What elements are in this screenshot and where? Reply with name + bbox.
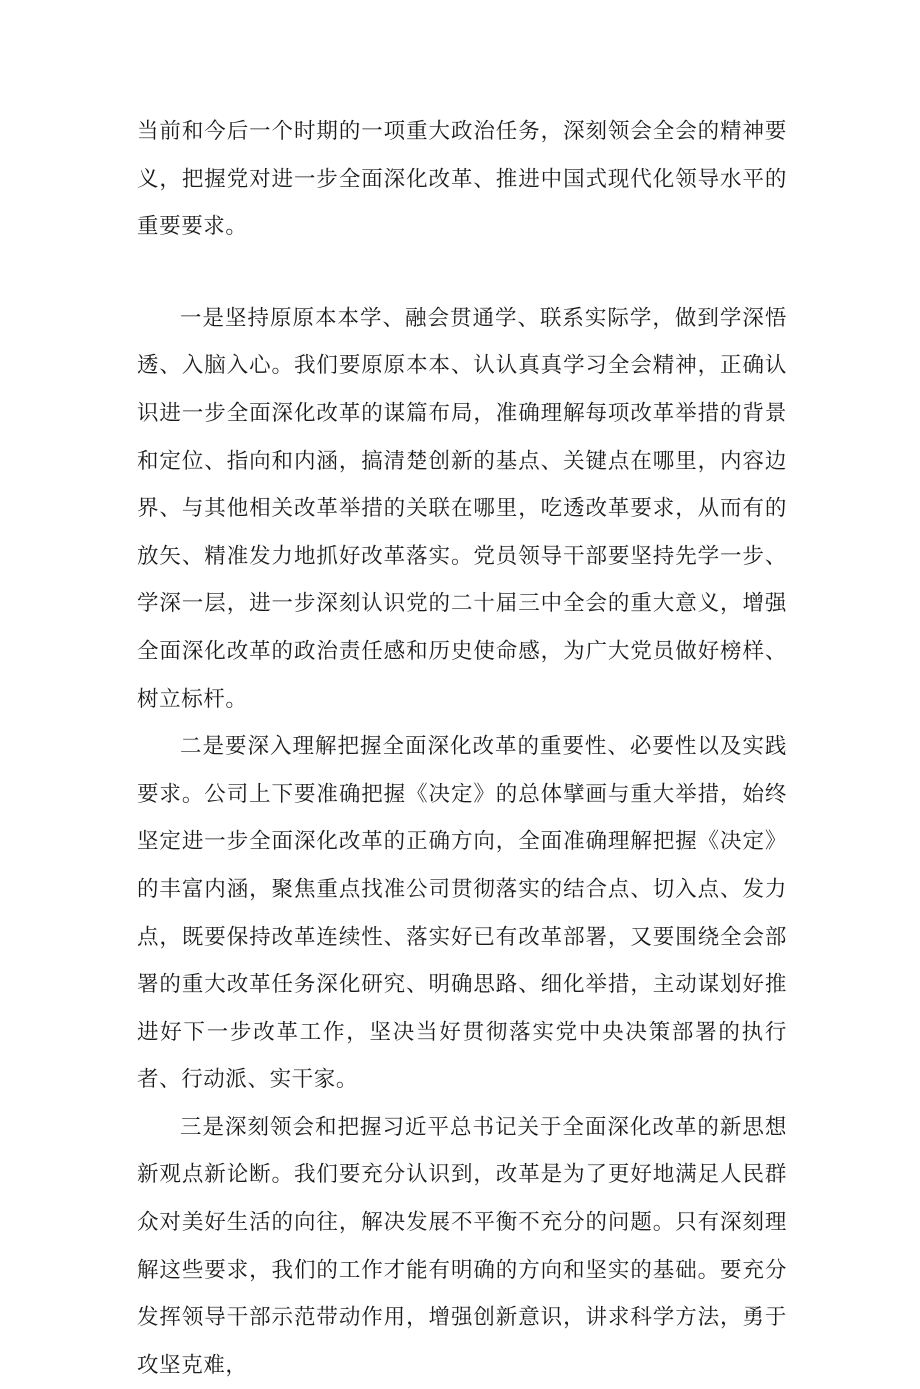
paragraph-continuation: 当前和今后一个时期的一项重大政治任务，深刻领会全会的精神要义，把握党对进一步全面深化改革、推进中国式现代化领导水平的重要要求。	[137, 119, 787, 240]
paragraph-point-three: 三是深刻领会和把握习近平总书记关于全面深化改革的新思想新观点新论断。我们要充分认识到，改革是为了更好地满足人民群众对美好生活的向往，解决发展不平衡不充分的问题。只有深刻理解这些要求，我们的工作才能有明确的方向和坚实的基础。要充分发挥领导干部示范带动作用，增强创新意识，讲求科学方法，勇于攻坚克难，	[137, 1114, 787, 1378]
paragraph-point-one: 一是坚持原原本本学、融会贯通学、联系实际学，做到学深悟透、入脑入心。我们要原原本本、认认真真学习全会精神，正确认识进一步全面深化改革的谋篇布局，准确理解每项改革举措的背景和定位、指向和内涵，搞清楚创新的基点、关键点在哪里，内容边界、与其他相关改革举措的关联在哪里，吃透改革要求，从而有的放矢、精准发力地抓好改革落实。党员领导干部要坚持先学一步、学深一层，进一步深刻认识党的二十届三中全会的重大意义，增强全面深化改革的政治责任感和历史使命感，为广大党员做好榜样、树立标杆。	[137, 305, 787, 712]
paragraph-point-two: 二是要深入理解把握全面深化改革的重要性、必要性以及实践要求。公司上下要准确把握《决定》的总体擘画与重大举措，始终坚定进一步全面深化改革的正确方向，全面准确理解把握《决定》的丰富内涵，聚焦重点找准公司贯彻落实的结合点、切入点、发力点，既要保持改革连续性、落实好已有改革部署，又要围绕全会部署的重大改革任务深化研究、明确思路、细化举措，主动谋划好推进好下一步改革工作，坚决当好贯彻落实党中央决策部署的执行者、行动派、实干家。	[137, 734, 787, 1093]
document-body	[137, 108, 787, 1389]
